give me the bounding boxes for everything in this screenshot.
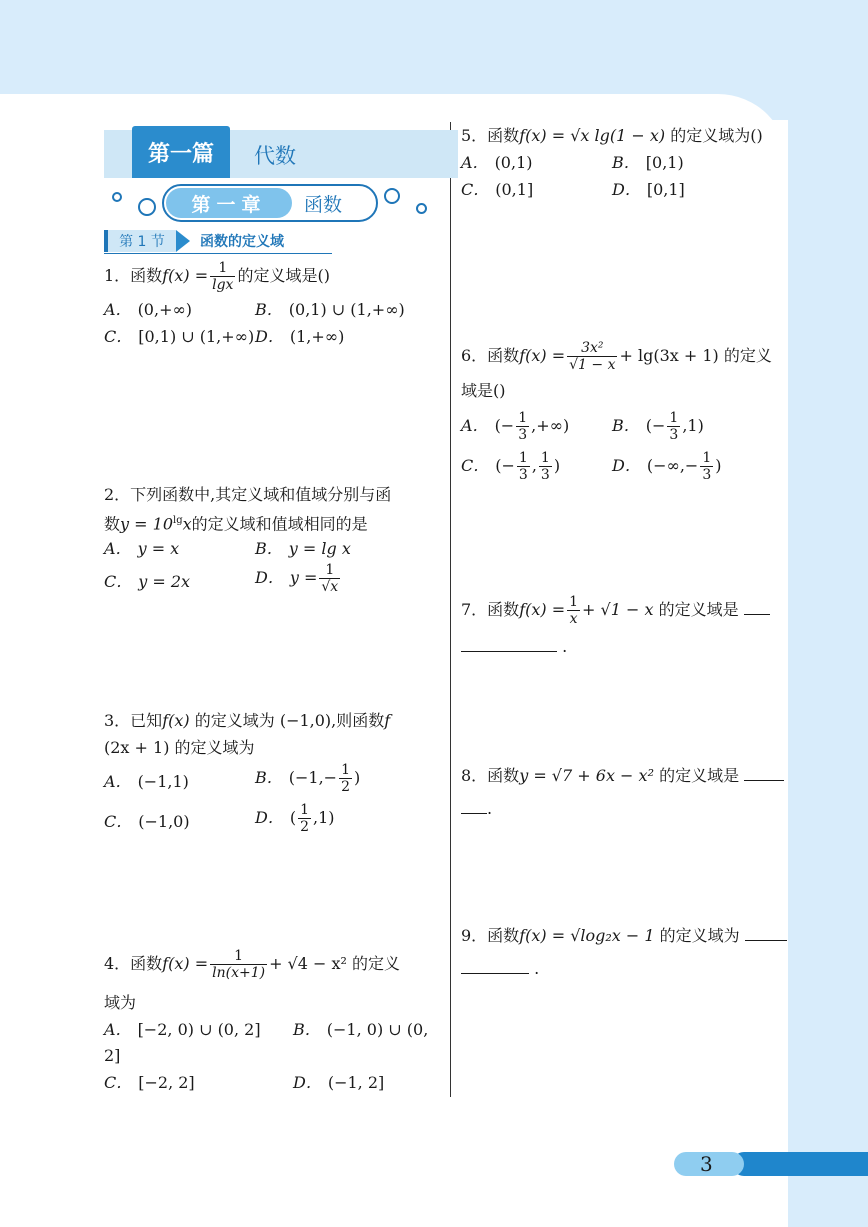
q6-option-c: C． (− $\frac{1}{3}$ , $\frac{1}{3}$ ) xyxy=(461,450,561,483)
section-arrow-icon xyxy=(176,230,190,252)
question-8-line2: . xyxy=(461,796,492,822)
question-3-line2: (2x + 1) 的定义域为 xyxy=(104,738,255,757)
question-4-line1: 4．函数f(x) = $\frac{1}{\ln(x+1)}$ + √4 − x² 的定义 xyxy=(104,948,401,981)
q5-option-a: A． (0,1) xyxy=(461,153,533,172)
q6-option-d: D． (−∞,− $\frac{1}{3}$ ) xyxy=(612,450,722,483)
question-2-line1: 2．下列函数中,其定义域和值域分别与函 xyxy=(104,485,392,504)
section-title: 函数的定义域 xyxy=(200,234,284,250)
chapter-name: 函数 xyxy=(304,194,343,216)
q1-tail: 的定义域是() xyxy=(237,266,330,285)
q2-option-b: B． y = lg x xyxy=(255,539,351,558)
q1-option-a: A． (0,+∞) xyxy=(104,300,193,319)
q6-option-a: A． (− $\frac{1}{3}$ ,+∞) xyxy=(461,410,570,443)
decor-circle xyxy=(416,203,427,214)
decor-circle xyxy=(138,198,156,216)
q2-option-c: C． y = 2x xyxy=(104,572,191,591)
q1-function: f(x) = xyxy=(162,266,209,285)
question-6-line1: 6．函数f(x) = $\frac{\text{3x²}}{√1 - x}$ + lg(3x + 1) 的定义 xyxy=(461,340,772,373)
q2-option-a: A． y = x xyxy=(104,539,180,558)
q5-option-c: C． (0,1] xyxy=(461,180,534,199)
decor-circle xyxy=(112,192,122,202)
question-7-line1: 7．函数f(x) = $\frac{1}{x}$ + √1 − x 的定义域是 xyxy=(461,594,770,627)
q5-option-d: D． [0,1] xyxy=(612,180,685,199)
q4-option-d: D． (−1, 2] xyxy=(293,1073,385,1092)
q3-option-c: C． (−1,0) xyxy=(104,812,190,831)
question-6-line2: 域是() xyxy=(461,381,506,400)
question-9-line1: 9．函数f(x) = √log₂x − 1 的定义域为 xyxy=(461,923,787,949)
question-1-stem xyxy=(104,260,330,293)
column-divider xyxy=(450,122,451,1097)
q1-option-b: B． (0,1) ∪ (1,+∞) xyxy=(255,300,405,319)
q4-option-b: B． (−1, 0) ∪ (0, xyxy=(293,1020,429,1039)
question-5-stem: 5．函数f(x) = √x lg(1 − x) 的定义域为() xyxy=(461,126,763,145)
q2-option-d: D． y = $\frac{1}{√x}$ xyxy=(255,562,339,595)
section-underline xyxy=(104,253,332,254)
page-number: 3 xyxy=(700,1152,713,1176)
right-band xyxy=(788,0,868,1227)
q5-option-b: B． [0,1) xyxy=(612,153,684,172)
q4-option-c: C． [−2, 2] xyxy=(104,1073,195,1092)
question-3-line1: 3．已知f(x) 的定义域为 (−1,0),则函数f xyxy=(104,711,391,730)
question-4-line2: 域为 xyxy=(104,993,137,1012)
part-name: 代数 xyxy=(254,144,296,168)
q4-option-a: A． [−2, 0) ∪ (0, 2] xyxy=(104,1020,261,1039)
part-label: 第一篇 xyxy=(132,126,230,178)
question-7-line2: . xyxy=(461,634,567,660)
q3-option-d: D． ( $\frac{1}{2}$ ,1) xyxy=(255,802,335,835)
q1-option-c: C． [0,1) ∪ (1,+∞) xyxy=(104,327,255,346)
decor-circle xyxy=(384,188,400,204)
q1-option-d: D． (1,+∞) xyxy=(255,327,345,346)
question-8-line1: 8．函数y = √7 + 6x − x² 的定义域是 xyxy=(461,763,784,789)
page-number-bar xyxy=(732,1152,868,1176)
q3-option-b: B． (−1,− $\frac{1}{2}$ ) xyxy=(255,762,361,795)
question-9-line2: . xyxy=(461,956,539,982)
q1-number: 1．函数 xyxy=(104,266,163,285)
q4-option-b-wrap: 2] xyxy=(104,1046,121,1065)
chapter-label: 第一章 xyxy=(166,188,292,218)
q1-fraction: $\frac{1}{\lg x}$ xyxy=(212,260,234,293)
q3-option-a: A． (−1,1) xyxy=(104,772,189,791)
question-2-line2: 数$y = 10^{lg}x$的定义域和值域相同的是 xyxy=(104,514,368,534)
section-label: 第 1 节 xyxy=(104,230,176,252)
q6-option-b: B． (− $\frac{1}{3}$ ,1) xyxy=(612,410,704,443)
